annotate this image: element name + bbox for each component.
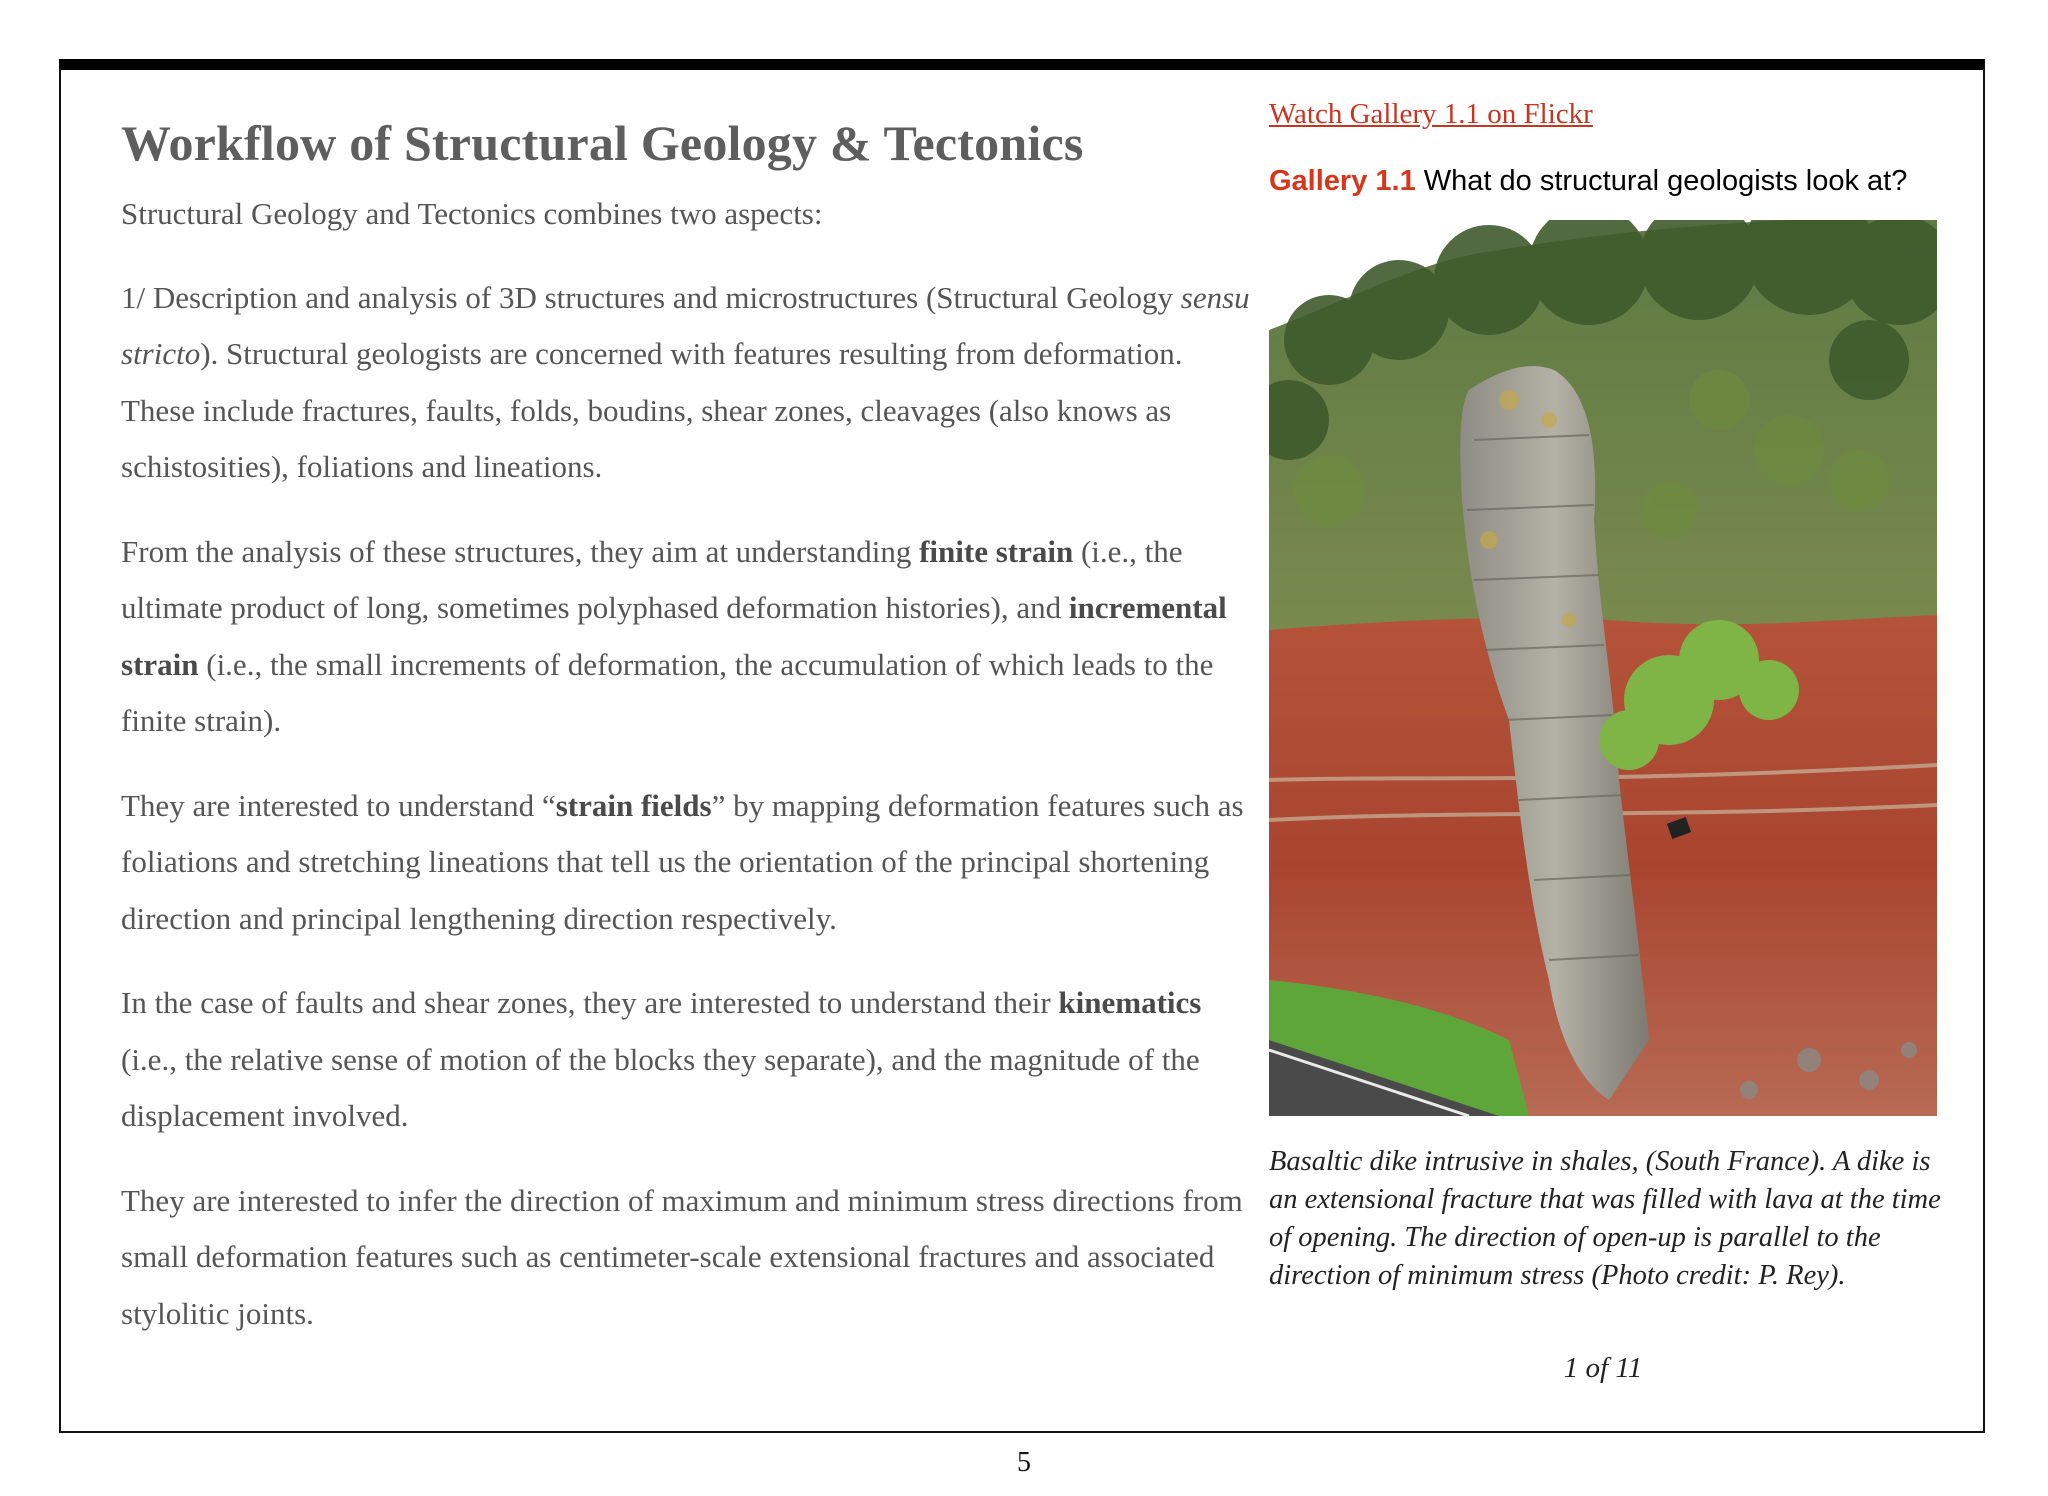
gallery-label: Gallery 1.1 What do structural geologists look at? — [1269, 165, 1908, 197]
page-number: 5 — [1017, 1447, 1031, 1478]
gallery-counter: 1 of 11 — [1563, 1352, 1643, 1384]
flickr-gallery-link[interactable]: Watch Gallery 1.1 on Flickr — [1269, 98, 1593, 130]
intro-paragraph: Structural Geology and Tectonics combines two aspects: — [121, 196, 823, 231]
gallery-photo[interactable] — [1269, 220, 1937, 1116]
term-incremental-strain: incremental strain — [121, 590, 1227, 682]
photo-caption: Basaltic dike intrusive in shales, (South France). A dike is an extensional fracture that was filled with lava at the time of opening. The direction of open-up is parallel to the direction of minimum stress (Photo credit: P. Rey). — [1269, 1146, 1941, 1291]
term-strain-fields: strain fields — [555, 787, 712, 823]
term-finite-strain: finite strain — [919, 533, 1074, 569]
body-text — [121, 186, 1251, 1370]
term-kinematics: kinematics — [1058, 985, 1202, 1020]
gallery-number: Gallery 1.1 — [1269, 165, 1416, 197]
latin-term: sensu stricto — [121, 279, 1250, 371]
paragraph-strain-fields: They are interested to understand “strain fields” by mapping deformation features such as foliations and stretching lineations that tell us the orientation of the principal shortening direction and principal lengthening direction respectively. — [121, 787, 1244, 936]
paragraph-kinematics: In the case of faults and shear zones, they are interested to understand their kinematics (i.e., the relative sense of motion of the blocks they separate), and the magnitude of the displacement involved. — [121, 985, 1202, 1133]
page-title: Workflow of Structural Geology & Tectonics — [121, 115, 1084, 171]
paragraph-strain: From the analysis of these structures, they aim at understanding finite strain (i.e., the ultimate product of long, sometimes polyphased deformation histories), and incremental strain (i.e., the small increments of deformation, the accumulation of which leads to the finite strain). — [121, 533, 1227, 738]
paragraph-description: 1/ Description and analysis of 3D structures and microstructures (Structural Geology sensu stricto). Structural geologists are concerned with features resulting from deformation. These include fractures, faults, folds, boudins, shear zones, cleavages (also knows as schistosities), foliations and lineations. — [121, 279, 1250, 484]
paragraph-stress: They are interested to infer the direction of maximum and minimum stress directions from small deformation features such as centimeter-scale extensional fractures and associated stylolitic joints. — [121, 1182, 1243, 1331]
